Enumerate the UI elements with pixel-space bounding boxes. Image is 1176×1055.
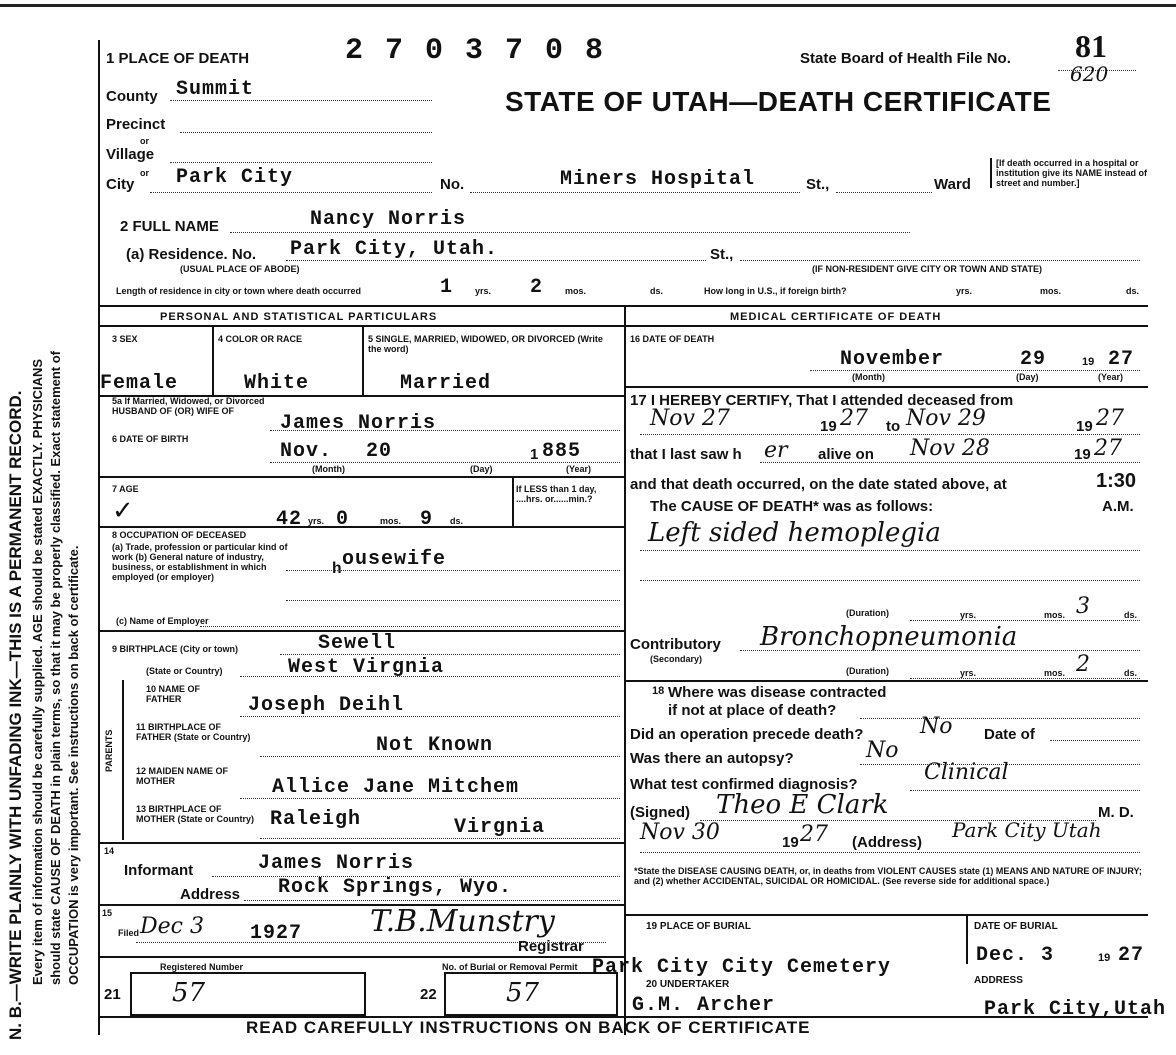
middle-divider [624, 305, 626, 1035]
attended-to-year: 27 [1096, 406, 1124, 431]
file-number-hand: 620 [1070, 62, 1109, 86]
undertaker-name: G.M. Archer [632, 994, 776, 1017]
occupation-sub: (a) Trade, profession or particular kind of work (b) General nature of industry, business, or establishment in which employed (or employer) [112, 542, 288, 582]
side-note-1: N. B.—WRITE PLAINLY WITH UNFADING INK—THIS IS A PERMANENT RECORD. [6, 390, 25, 1040]
undertaker-address-label: ADDRESS [974, 975, 1023, 986]
filed-year: 1927 [250, 922, 303, 945]
attended-from-year: 27 [840, 406, 868, 431]
attended-from: Nov 27 [650, 406, 730, 431]
file-no-label: State Board of Health File No. [800, 50, 1011, 67]
death-day-caption: (Day) [1016, 372, 1039, 382]
burial-date-label: DATE OF BURIAL [974, 921, 1058, 932]
physician-address: Park City Utah [952, 818, 1102, 842]
duration-ds: ds. [1124, 610, 1138, 620]
or-text-1: or [140, 136, 149, 146]
death-month: November [840, 348, 945, 371]
informant-address-label: Address [180, 886, 241, 903]
non-resident-caption: (IF NON-RESIDENT GIVE CITY OR TOWN AND STATE) [812, 264, 1043, 274]
attended-to: Nov 29 [906, 406, 986, 431]
ds-caption-2: ds. [1126, 286, 1140, 296]
how-long-us-label: How long in U.S., if foreign birth? [704, 286, 847, 296]
city-label: City [106, 176, 135, 193]
street-no-label: No. [440, 176, 465, 193]
age-mos-caption: mos. [380, 516, 402, 526]
disease-contracted-label: Where was disease contracted [668, 684, 887, 701]
father-label: 10 NAME OF FATHER [146, 684, 201, 704]
contributory-cause: Bronchopneumonia [760, 622, 1018, 652]
less-than-day-label: If LESS than 1 day, ....hrs. or......min.? [516, 484, 597, 504]
sex-label: 3 SEX [112, 334, 138, 344]
age-ds-caption: ds. [450, 516, 464, 526]
dob-day: 20 [366, 440, 393, 463]
dob-year-prefix: 1 [530, 446, 539, 463]
year-prefix-a: 19 [820, 418, 837, 435]
side-note-3: should state CAUSE OF DEATH in plain terms, so that it may be properly classified. Exact statement of [48, 350, 63, 985]
burial-year: 27 [1118, 944, 1145, 967]
or-text-2: or [140, 168, 149, 178]
registered-number-box [130, 972, 366, 1016]
alive-on-text: alive on [818, 446, 874, 463]
father-name: Joseph Deihl [248, 694, 405, 717]
duration2-ds: ds. [1124, 668, 1138, 678]
signed-date: Nov 30 [640, 820, 720, 845]
ds-caption: ds. [650, 286, 664, 296]
burial-permit-label: No. of Burial or Removal Permit [442, 962, 578, 972]
employer-label: (c) Name of Employer [116, 616, 209, 626]
occupation-label: 8 OCCUPATION OF DECEASED [112, 530, 247, 540]
year-prefix-c: 19 [1074, 446, 1091, 463]
age-label: 7 AGE [112, 484, 139, 494]
left-border [98, 40, 100, 1035]
death-time: 1:30 [1096, 470, 1137, 492]
mother-name: Allice Jane Mitchem [272, 776, 520, 799]
date-of-label: Date of [984, 726, 1035, 743]
residence-value: Park City, Utah. [290, 238, 499, 261]
undertaker-label: 20 UNDERTAKER [646, 979, 730, 990]
full-name-label: 2 FULL NAME [120, 218, 219, 235]
yrs-caption-2: yrs. [956, 286, 973, 296]
date-of-death-label: 16 DATE OF DEATH [630, 334, 715, 344]
age-days: 9 [420, 508, 434, 531]
duration-yrs: yrs. [960, 610, 977, 620]
occupation-value: ousewife [342, 548, 447, 571]
certify-label: 17 I HEREBY CERTIFY, That I attended deceased from [630, 392, 1014, 409]
section-divider [98, 305, 1148, 307]
autopsy-label: Was there an autopsy? [630, 750, 794, 767]
mother-birthplace-label: 13 BIRTHPLACE OF MOTHER (State or Country) [136, 804, 254, 824]
length-residence-label: Length of residence in city or town where death occurred [116, 286, 362, 296]
usual-abode-caption: (USUAL PLACE OF ABODE) [180, 264, 300, 274]
filed-number: 15 [102, 908, 113, 918]
medical-heading: MEDICAL CERTIFICATE OF DEATH [730, 311, 942, 323]
state-country-label: (State or Country) [146, 666, 223, 676]
cause-of-death: Left sided hemoplegia [648, 518, 941, 548]
death-month-caption: (Month) [852, 372, 885, 382]
parents-label: PARENTS [104, 729, 114, 772]
birthplace-state: West Virgnia [288, 656, 445, 679]
mother-birthplace-state: Virgnia [454, 816, 546, 839]
cause-footnote: *State the DISEASE CAUSING DEATH, or, in deaths from VIOLENT CAUSES state (1) MEANS AND NATURE OF INJURY; and (2) whether ACCIDENTAL, SUICIDAL OR HOMICIDAL. (See reverse side for additional space.) [634, 866, 1142, 886]
to-text: to [886, 418, 901, 435]
color-value: White [244, 372, 310, 395]
last-saw-her: er [764, 438, 788, 463]
duration2-months: 2 [1076, 652, 1090, 677]
secondary-caption: (Secondary) [650, 654, 703, 664]
duration2-caption: (Duration) [846, 666, 889, 676]
test-value: Clinical [924, 760, 1009, 785]
ward-label: Ward [934, 176, 971, 193]
street-label: St., [806, 176, 830, 193]
residence-label: (a) Residence. No. [126, 246, 257, 263]
certificate-number: 2 7 0 3 7 0 8 [345, 34, 606, 68]
informant-address: Rock Springs, Wyo. [278, 876, 513, 899]
father-birthplace-label: 11 BIRTHPLACE OF FATHER (State or Country) [136, 722, 251, 742]
duration-months: 3 [1076, 594, 1090, 619]
length-years: 1 [440, 276, 454, 299]
death-year-caption: (Year) [1098, 372, 1124, 382]
marital-value: Married [400, 372, 492, 395]
birthplace-label: 9 BIRTHPLACE (City or town) [112, 644, 238, 654]
age-months: 0 [336, 508, 350, 531]
footer-instructions: READ CAREFULLY INSTRUCTIONS ON BACK OF CERTIFICATE [246, 1018, 811, 1037]
mother-label: 12 MAIDEN NAME OF MOTHER [136, 766, 229, 786]
place-of-death-label: 1 PLACE OF DEATH [106, 50, 250, 67]
registered-number: 57 [172, 978, 206, 1008]
ward-note: [If death occurred in a hospital or institution give its NAME instead of street and number.] [990, 158, 1148, 188]
autopsy-value: No [866, 738, 899, 763]
city-value: Park City [176, 166, 294, 189]
burial-date: Dec. 3 [976, 944, 1055, 967]
signed-year-prefix: 19 [782, 834, 799, 851]
disease-contracted-label-2: if not at place of death? [668, 702, 837, 719]
file-number: 81 [1075, 28, 1107, 64]
personal-heading: PERSONAL AND STATISTICAL PARTICULARS [160, 311, 438, 323]
last-saw-year: 27 [1094, 436, 1122, 461]
side-note-4: OCCUPATION is very important. See instructions on back of certificate. [66, 545, 81, 985]
registrar-label: Registrar [518, 938, 584, 955]
birthplace-city: Sewell [318, 632, 397, 655]
registered-number-label: Registered Number [160, 962, 244, 972]
village-label: Village [106, 146, 155, 163]
informant-number: 14 [104, 846, 115, 856]
death-day: 29 [1020, 348, 1047, 371]
precinct-label: Precinct [106, 116, 166, 133]
undertaker-address: Park City,Utah [984, 998, 1167, 1021]
duration2-yrs: yrs. [960, 668, 977, 678]
sex-value: Female [100, 372, 179, 395]
color-label: 4 COLOR OR RACE [218, 334, 303, 344]
mos-caption: mos. [565, 286, 587, 296]
duration2-mos: mos. [1044, 668, 1066, 678]
death-year-prefix: 19 [1082, 356, 1095, 368]
street-no-value: Miners Hospital [560, 168, 756, 191]
spouse-label: 5a If Married, Widowed, or Divorced HUSBAND OF (OR) WIFE OF [112, 396, 265, 416]
burial-place-label: 19 PLACE OF BURIAL [646, 921, 752, 932]
side-note-2: Every item of information should be carefully supplied. AGE should be stated EXACTLY. PHYSICIANS [30, 358, 45, 985]
signed-label: (Signed) [630, 804, 690, 821]
burial-permit-prefix: 22 [420, 986, 437, 1003]
operation-value: No [920, 714, 953, 739]
occupation-prefix: h [332, 560, 343, 578]
death-year: 27 [1108, 348, 1135, 371]
filed-date: Dec 3 [140, 914, 204, 939]
death-occurred-label: and that death occurred, on the date stated above, at [630, 476, 1007, 493]
dob-year: 885 [542, 440, 582, 463]
month-caption: (Month) [312, 464, 345, 474]
mother-birthplace-city: Raleigh [270, 808, 362, 831]
burial-place: Park City City Cemetery [592, 956, 892, 979]
am-pm: A.M. [1102, 498, 1134, 515]
day-caption: (Day) [470, 464, 493, 474]
length-months: 2 [530, 276, 544, 299]
informant-name: James Norris [258, 852, 415, 875]
duration-mos: mos. [1044, 610, 1066, 620]
dob-label: 6 DATE OF BIRTH [112, 434, 189, 444]
test-label: What test confirmed diagnosis? [630, 776, 858, 793]
md-label: M. D. [1098, 804, 1134, 821]
burial-permit-number: 57 [506, 978, 540, 1008]
signed-year: 27 [800, 822, 828, 847]
father-birthplace: Not Known [376, 734, 494, 757]
last-saw-date: Nov 28 [910, 436, 990, 461]
burial-year-prefix: 19 [1098, 952, 1111, 964]
age-check-mark: ✓ [112, 496, 134, 525]
contributory-label: Contributory [630, 636, 721, 653]
operation-label: Did an operation precede death? [630, 726, 864, 743]
year-prefix-b: 19 [1076, 418, 1093, 435]
q18-number: 18 [652, 685, 665, 697]
year-caption: (Year) [566, 464, 592, 474]
cause-label: The CAUSE OF DEATH* was as follows: [650, 498, 934, 515]
yrs-caption: yrs. [475, 286, 492, 296]
registrar-signature: T.B.Munstry [370, 904, 555, 939]
marital-label: 5 SINGLE, MARRIED, WIDOWED, OR DIVORCED (Write the word) [368, 334, 603, 354]
registered-number-prefix: 21 [104, 986, 121, 1003]
spouse-value: James Norris [280, 412, 437, 435]
filed-label: Filed [118, 928, 140, 938]
duration-caption: (Duration) [846, 608, 889, 618]
age-yrs-caption: yrs. [308, 516, 325, 526]
certificate-title: STATE OF UTAH—DEATH CERTIFICATE [505, 86, 1052, 117]
residence-street-label: St., [710, 246, 734, 263]
age-years: 42 [276, 508, 303, 531]
dob-month: Nov. [280, 440, 333, 463]
physician-signature: Theo E Clark [716, 790, 889, 820]
address-label: (Address) [852, 834, 923, 851]
full-name-value: Nancy Norris [310, 208, 467, 231]
last-saw-label: that I last saw h [630, 446, 742, 463]
informant-label: Informant [124, 862, 194, 879]
county-label: County [106, 88, 158, 105]
top-edge [0, 4, 1176, 7]
county-value: Summit [176, 78, 255, 101]
mos-caption-2: mos. [1040, 286, 1062, 296]
